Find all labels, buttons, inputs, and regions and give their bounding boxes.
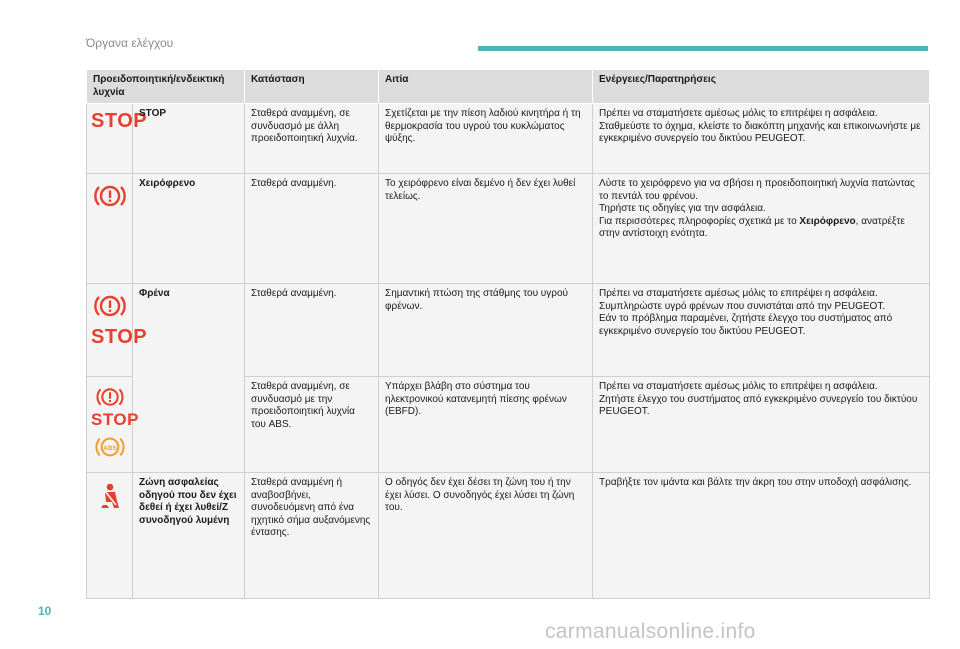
light-name: STOP [133, 104, 245, 174]
light-name: Ζώνη ασφαλείας οδηγού που δεν έχει δεθεί ή έχει λυθεί/Ζ συνοδηγού λυμένη [133, 473, 245, 599]
icon-cell [87, 104, 148, 174]
icon-cell [87, 284, 148, 377]
parking-brake-icon [92, 182, 128, 210]
icon-cell [87, 377, 139, 473]
action-line: Λύστε το χειρόφρενο για να σβήσει η προειδοποιητική λυχνία πατώντας το πεντάλ του φρένου. [599, 178, 915, 202]
action-line [599, 216, 923, 241]
action-line: Πρέπει να σταματήσετε αμέσως μόλις το επιτρέψει η ασφάλεια. [599, 288, 878, 299]
table-header-row [87, 70, 930, 104]
action-ref-prefix: Για περισσότερες πληροφορίες σχετικά με το [599, 215, 800, 227]
cause-cell: Σημαντική πτώση της στάθμης του υγρού φρένων. [379, 284, 593, 377]
page-header: Όργανα ελέγχου [86, 36, 174, 50]
action-line: Σταθμεύστε το όχημα, κλείστε το διακόπτη μηχανής και επικοινωνήστε με εγκεκριμένο συνεργείο του δικτύου PEUGEOT. [599, 120, 921, 144]
column-header-actions: Ενέργειες/Παρατηρήσεις [593, 70, 930, 104]
header-accent-bar [478, 46, 928, 51]
brake-warning-icon [92, 292, 128, 320]
action-line: Πρέπει να σταματήσετε αμέσως μόλις το επιτρέψει η ασφάλεια. [599, 381, 878, 392]
watermark: carmanualsonline.info [545, 620, 756, 643]
table-row [87, 174, 930, 284]
stop-icon: STOP [91, 326, 148, 348]
state-cell: Σταθερά αναμμένη. [245, 174, 379, 284]
cause-cell: Σχετίζεται με την πίεση λαδιού κινητήρα ή τη θερμοκρασία του υγρού του κυκλώματος ψύξης. [379, 104, 593, 174]
warning-lights-table [86, 69, 930, 599]
cause-cell: Το χειρόφρενο είναι δεμένο ή δεν έχει λυθεί τελείως. [379, 174, 593, 284]
state-cell: Σταθερά αναμμένη ή αναβοσβήνει, συνοδευόμενη από ένα ηχητικό σήμα αυξανόμενης έντασης. [245, 473, 379, 599]
seatbelt-icon [95, 481, 125, 511]
table-row [87, 104, 930, 174]
cause-cell: Ο οδηγός δεν έχει δέσει τη ζώνη του ή την έχει λύσει. Ο συνοδηγός έχει λύσει τη ζώνη του. [379, 473, 593, 599]
stop-icon: STOP [91, 410, 139, 429]
state-cell: Σταθερά αναμμένη, σε συνδυασμό με άλλη προειδοποιητική λυχνία. [245, 104, 379, 174]
page-number: 10 [38, 604, 52, 618]
stop-icon: STOP [91, 110, 148, 132]
light-name: Φρένα [133, 284, 245, 473]
action-line: Τηρήστε τις οδηγίες για την ασφάλεια. [599, 203, 766, 214]
action-line: Εάν το πρόβλημα παραμένει, ζητήστε έλεγχο του συστήματος από εγκεκριμένο συνεργείο του δικτύου PEUGEOT. [599, 313, 893, 337]
cause-cell: Υπάρχει βλάβη στο σύστημα του ηλεκτρονικού κατανεμητή πίεσης φρένων (EBFD). [379, 377, 593, 473]
action-line: Τραβήξτε τον ιμάντα και βάλτε την άκρη του στην υποδοχή ασφάλισης. [599, 477, 912, 488]
action-line: Πρέπει να σταματήσετε αμέσως μόλις το επιτρέψει η ασφάλεια. [599, 108, 878, 119]
column-header-cause: Αιτία [379, 70, 593, 104]
table-row [87, 473, 930, 599]
action-line: Συμπληρώστε υγρό φρένων που συνιστάται από την PEUGEOT. [599, 300, 886, 312]
action-ref-bold: Χειρόφρενο [799, 215, 856, 227]
light-name: Χειρόφρενο [133, 174, 245, 284]
column-header-state: Κατάσταση [245, 70, 379, 104]
actions-cell [593, 473, 930, 599]
state-cell: Σταθερά αναμμένη, σε συνδυασμό με την προειδοποιητική λυχνία του ABS. [245, 377, 379, 473]
abs-icon [92, 434, 128, 460]
table-row [87, 284, 930, 377]
action-ref-suffix: , ανατρέξτε στην αντίστοιχη ενότητα. [599, 215, 905, 239]
actions-cell [593, 377, 930, 473]
action-line: Ζητήστε έλεγχο του συστήματος από εγκεκριμένο συνεργείο του δικτύου PEUGEOT. [599, 393, 918, 417]
actions-cell [593, 284, 930, 377]
column-header-light: Προειδοποιητική/ενδεικτική λυχνία [87, 70, 245, 104]
brake-warning-icon [92, 385, 128, 409]
icon-cell [87, 473, 133, 599]
abs-icon-label: ABS [102, 444, 117, 452]
actions-cell [593, 174, 930, 284]
state-cell: Σταθερά αναμμένη. [245, 284, 379, 377]
icon-cell [87, 174, 133, 284]
actions-cell [593, 104, 930, 174]
